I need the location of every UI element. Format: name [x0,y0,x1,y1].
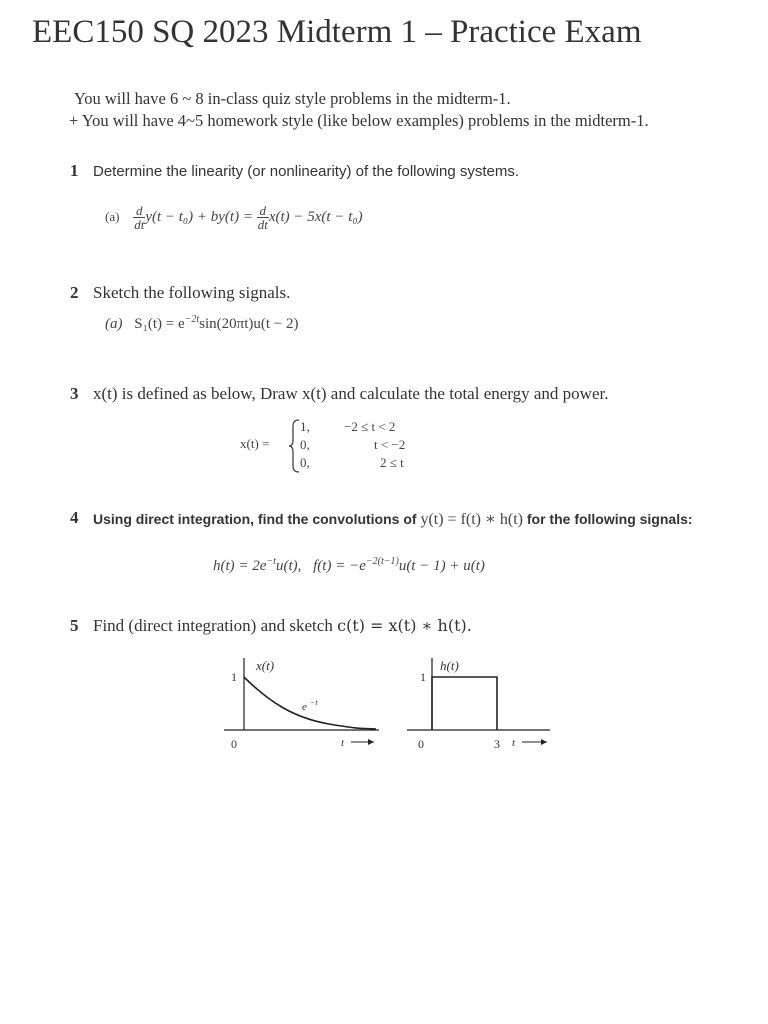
plot-x [224,652,384,762]
plot-h-label: h(t) [440,658,459,673]
q4-text-b: for the following signals: [526,511,693,527]
q3-case-3-cond: 2 ≤ t [380,455,404,470]
q1-derivative-lhs: $\frac{d}{dt}$ [134,203,145,232]
q1-number: 1 [70,161,79,180]
q2-part-label: (a) [105,316,123,332]
q4-h-right: u(t), [275,558,302,574]
q3-number: 3 [70,384,79,403]
plot-h-axis-label: t [512,737,516,749]
q3-case-3-value: 0, [300,455,310,470]
q3-case-1 [300,419,310,435]
q2-eq-right: sin(20πt)u(t − 2) [199,316,299,332]
q3-case-1-cond: −2 ≤ t < 2 [344,419,396,434]
q4-number: 4 [70,508,79,527]
q1-part-label: (a) [105,208,120,224]
plot-x-axis-label: t [341,737,345,749]
q4-h-left: h(t) = 2e [213,558,267,574]
q4-f-exponent: −2(t−1) [365,556,399,567]
plot-h-rect [432,677,497,730]
q1-rhs-tail: x(t) − 5x(t − t₀) [268,208,363,225]
q4-text [93,509,693,529]
q4-text-math: y(t) = f(t) ∗ h(t) [420,511,523,528]
q4-equation [213,556,485,575]
q1-text: Determine the linearity (or nonlinearity) of the following systems. [93,163,520,180]
q4-h-exponent: −t [266,556,276,567]
q2-eq-left: S₁(t) = e [134,316,185,332]
intro-line-1: You will have 6 ~ 8 in-class quiz style problems in the midterm-1. [74,89,511,108]
q4-f-right: u(t − 1) + u(t) [398,558,485,574]
q2-text: Sketch the following signals. [93,283,291,302]
q5-text-a: Find (direct integration) and sketch [93,616,333,635]
q4-f-left: f(t) = −e [313,558,366,574]
plot-x-label: x(t) [256,658,275,673]
plot-x-arrowhead [368,739,374,745]
q2-number: 2 [70,283,79,302]
q3-text: x(t) is defined as below, Draw x(t) and calculate the total energy and power. [93,384,609,403]
q3-case-2-cond: t < −2 [374,437,406,452]
plot-x-curve-label: e [302,701,307,713]
intro-line-2: + You will have 4~5 homework style (like below examples) problems in the midterm-1. [69,111,649,130]
q5-number: 5 [70,616,79,635]
q3-case-2-value: 0, [300,437,310,452]
plot-x-ytick: 1 [231,670,237,684]
q1-equation [105,204,363,231]
plot-h-ytick: 1 [420,670,426,684]
q1-lhs-tail: y(t − t₀) + by(t) = [145,208,253,225]
q1-derivative-rhs: $\frac{d}{dt}$ [257,203,268,232]
plot-h-xtick: 3 [494,737,500,751]
q5-text [93,616,472,636]
q5-text-math: c(t) = x(t) ∗ h(t). [337,616,472,635]
plot-h [402,652,558,762]
q4-text-a: Using direct integration, find the convolutions of [93,511,417,527]
q2-eq-exponent: −2t [184,314,200,325]
q2-equation [105,314,299,333]
q3-case-1-value: 1, [300,419,310,434]
page-title: EEC150 SQ 2023 Midterm 1 – Practice Exam [32,14,642,50]
q3-lhs: x(t) = [240,436,270,451]
plot-h-origin: 0 [418,737,424,751]
plot-x-curve-exp: −t [310,698,318,707]
plot-h-arrowhead [541,739,547,745]
plot-x-origin: 0 [231,737,237,751]
